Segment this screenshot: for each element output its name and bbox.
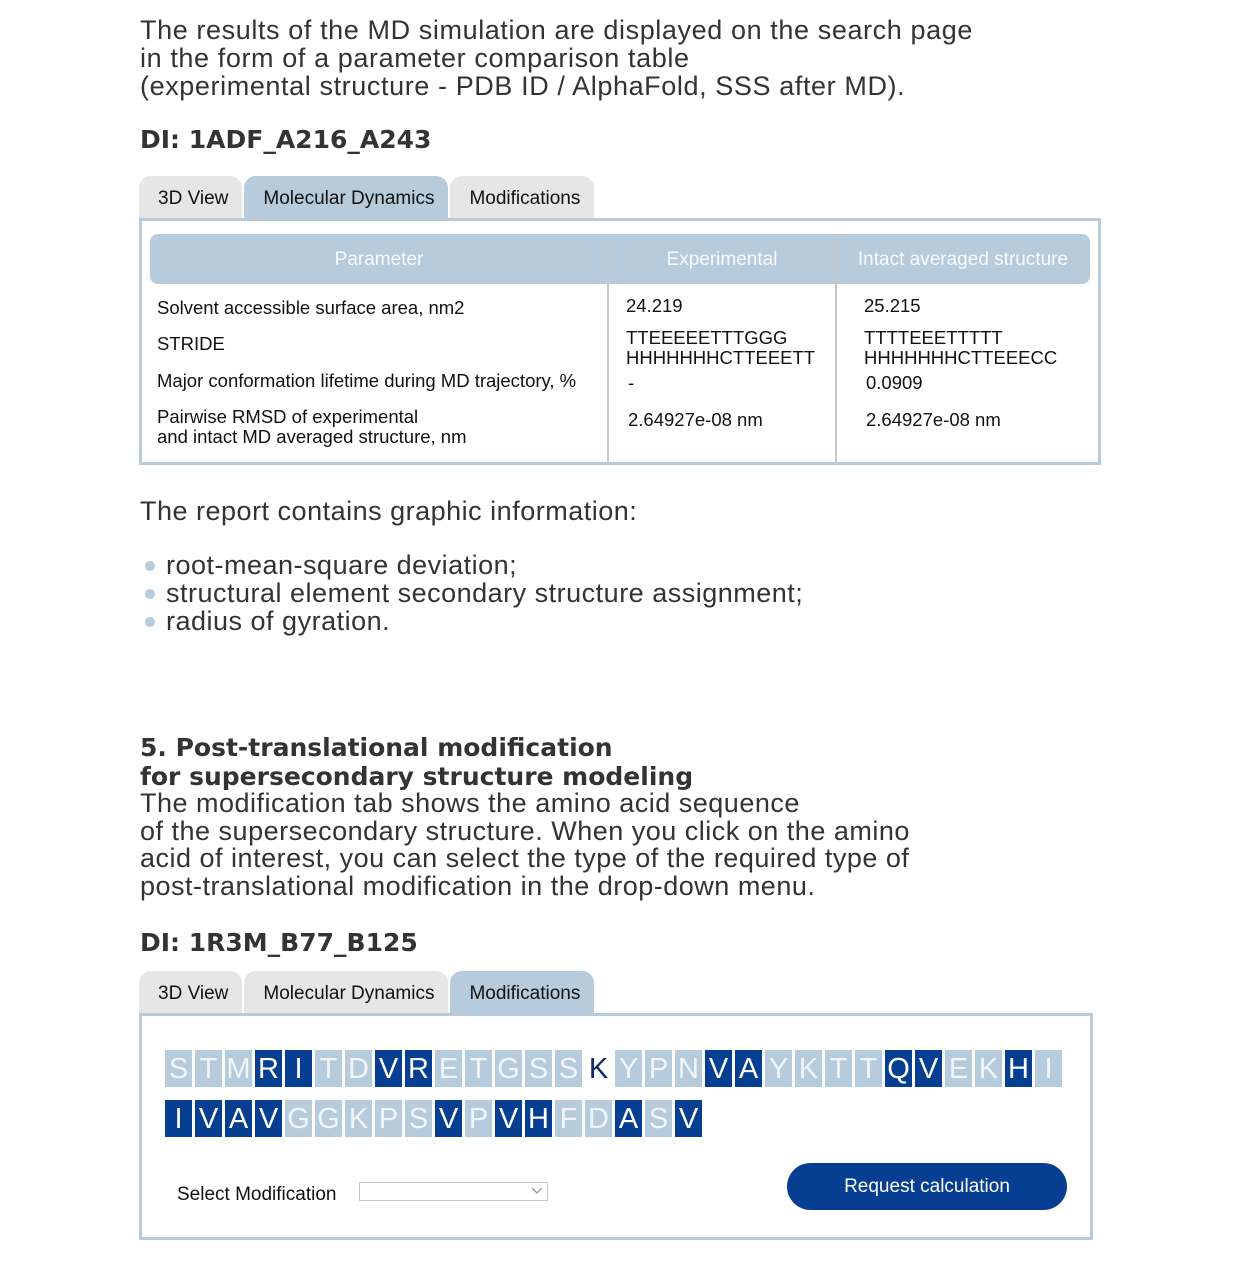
modification-select[interactable] — [359, 1182, 548, 1201]
list-item-text: root-mean-square deviation; — [166, 550, 518, 580]
request-calculation-button[interactable]: Request calculation — [787, 1163, 1067, 1210]
table-cell-parameter: STRIDE — [157, 333, 225, 354]
amino-acid-cell[interactable]: A — [735, 1050, 762, 1087]
amino-acid-cell[interactable]: V — [495, 1100, 522, 1137]
amino-acid-cell[interactable]: P — [645, 1050, 672, 1087]
amino-acid-cell[interactable]: V — [435, 1100, 462, 1137]
chevron-down-icon — [531, 1184, 543, 1196]
amino-acid-cell[interactable]: V — [375, 1050, 402, 1087]
header-intact: Intact averaged structure — [857, 249, 1069, 270]
table-cell-experimental: - — [628, 372, 635, 393]
amino-acid-cell[interactable]: I — [1035, 1050, 1062, 1087]
modifications-panel — [139, 1013, 1093, 1240]
amino-acid-cell[interactable]: V — [915, 1050, 942, 1087]
amino-acid-cell[interactable]: P — [375, 1100, 402, 1137]
bullet-dot-icon — [145, 617, 155, 627]
amino-acid-cell[interactable]: R — [255, 1050, 282, 1087]
amino-acid-cell[interactable]: M — [225, 1050, 252, 1087]
bullet-dot-icon — [145, 589, 155, 599]
tabs-bar-2 — [139, 971, 596, 1013]
table-cell-experimental: 24.219 — [626, 295, 683, 316]
amino-acid-cell[interactable]: T — [195, 1050, 222, 1087]
amino-acid-cell[interactable]: A — [225, 1100, 252, 1137]
amino-acid-cell[interactable]: Y — [615, 1050, 642, 1087]
bullet-dot-icon — [145, 561, 155, 571]
amino-acid-cell[interactable]: D — [345, 1050, 372, 1087]
di-title-1: DI: 1ADF_A216_A243 — [140, 125, 432, 154]
tab-molecular-dynamics[interactable]: Molecular Dynamics — [244, 971, 448, 1013]
tab-3d-view[interactable]: 3D View — [139, 971, 242, 1013]
amino-acid-cell[interactable]: E — [945, 1050, 972, 1087]
amino-acid-cell[interactable]: K — [975, 1050, 1002, 1087]
amino-acid-cell[interactable]: G — [315, 1100, 342, 1137]
amino-acid-cell[interactable]: K — [345, 1100, 372, 1137]
table-cell-parameter: Solvent accessible surface area, nm2 — [157, 297, 465, 318]
table-cell-experimental: 2.64927e-08 nm — [628, 409, 763, 430]
column-divider — [835, 234, 837, 463]
amino-acid-cell[interactable]: Y — [765, 1050, 792, 1087]
amino-acid-cell[interactable]: G — [495, 1050, 522, 1087]
tabs-bar-1 — [139, 176, 596, 218]
amino-acid-cell[interactable]: S — [165, 1050, 192, 1087]
table-cell-intact: 0.0909 — [866, 372, 923, 393]
list-item-text: structural element secondary structure assignment; — [166, 578, 804, 608]
report-text: The report contains graphic information: — [140, 496, 638, 526]
table-cell-parameter: Pairwise RMSD of experimental and intact MD averaged structure, nm — [157, 406, 467, 447]
amino-acid-cell[interactable]: H — [525, 1100, 552, 1137]
list-item — [145, 551, 803, 579]
tab-modifications[interactable]: Modifications — [450, 971, 594, 1013]
amino-acid-cell[interactable]: T — [315, 1050, 342, 1087]
amino-acid-cell[interactable]: S — [525, 1050, 552, 1087]
amino-acid-cell[interactable]: R — [405, 1050, 432, 1087]
amino-acid-cell[interactable]: K — [588, 1053, 609, 1085]
amino-acid-cell[interactable]: A — [615, 1100, 642, 1137]
amino-acid-cell[interactable]: E — [435, 1050, 462, 1087]
list-item — [145, 579, 803, 607]
di-title-2: DI: 1R3M_B77_B125 — [140, 928, 418, 957]
sequence-row-2 — [165, 1100, 705, 1137]
amino-acid-cell[interactable]: P — [465, 1100, 492, 1137]
amino-acid-cell[interactable]: V — [255, 1100, 282, 1137]
column-divider — [607, 234, 609, 463]
amino-acid-cell[interactable]: Q — [885, 1050, 912, 1087]
tab-modifications[interactable]: Modifications — [450, 176, 594, 218]
amino-acid-cell[interactable]: F — [555, 1100, 582, 1137]
tab-3d-view[interactable]: 3D View — [139, 176, 242, 218]
amino-acid-cell[interactable]: S — [405, 1100, 432, 1137]
amino-acid-cell[interactable]: N — [675, 1050, 702, 1087]
header-parameter: Parameter — [334, 249, 424, 270]
amino-acid-cell[interactable]: G — [285, 1100, 312, 1137]
amino-acid-cell[interactable]: S — [555, 1050, 582, 1087]
amino-acid-cell[interactable]: I — [165, 1100, 192, 1137]
amino-acid-cell[interactable]: K — [795, 1050, 822, 1087]
amino-acid-cell[interactable]: T — [855, 1050, 882, 1087]
table-cell-intact: 25.215 — [864, 295, 921, 316]
sequence-row-1 — [165, 1050, 1065, 1087]
table-cell-experimental: TTEEEEETTTGGG HHHHHHHCTTEEETT — [626, 327, 816, 368]
table-header — [150, 234, 1090, 284]
report-list — [145, 551, 803, 635]
md-panel — [139, 218, 1101, 465]
list-item — [145, 607, 803, 635]
amino-acid-cell[interactable]: V — [195, 1100, 222, 1137]
select-modification-label: Select Modification — [177, 1184, 337, 1205]
section-title: 5. Post-translational modification for supersecondary structure modeling — [140, 733, 694, 791]
amino-acid-cell[interactable]: H — [1005, 1050, 1032, 1087]
intro-text: The results of the MD simulation are displayed on the search page in the form of a parameter comparison table (experimental structure - PDB ID / AlphaFold, SSS after MD). — [140, 15, 973, 101]
tab-molecular-dynamics[interactable]: Molecular Dynamics — [244, 176, 448, 218]
amino-acid-cell[interactable]: V — [675, 1100, 702, 1137]
amino-acid-cell[interactable]: V — [705, 1050, 732, 1087]
table-cell-intact: 2.64927e-08 nm — [866, 409, 1001, 430]
amino-acid-cell[interactable]: T — [825, 1050, 852, 1087]
amino-acid-cell[interactable]: D — [585, 1100, 612, 1137]
table-cell-intact: TTTTEEETTTTT HHHHHHHCTTEEECC — [864, 327, 1058, 368]
header-experimental: Experimental — [666, 249, 778, 270]
amino-acid-cell[interactable]: T — [465, 1050, 492, 1087]
table-cell-parameter: Major conformation lifetime during MD trajectory, % — [157, 370, 577, 391]
amino-acid-cell[interactable]: S — [645, 1100, 672, 1137]
amino-acid-cell[interactable]: I — [285, 1050, 312, 1087]
list-item-text: radius of gyration. — [166, 606, 391, 636]
section-text: The modification tab shows the amino acid sequence of the supersecondary structure. When you click on the amino acid of interest, you can select the type of the required type of post-translational modification in the drop-down menu. — [140, 788, 910, 901]
